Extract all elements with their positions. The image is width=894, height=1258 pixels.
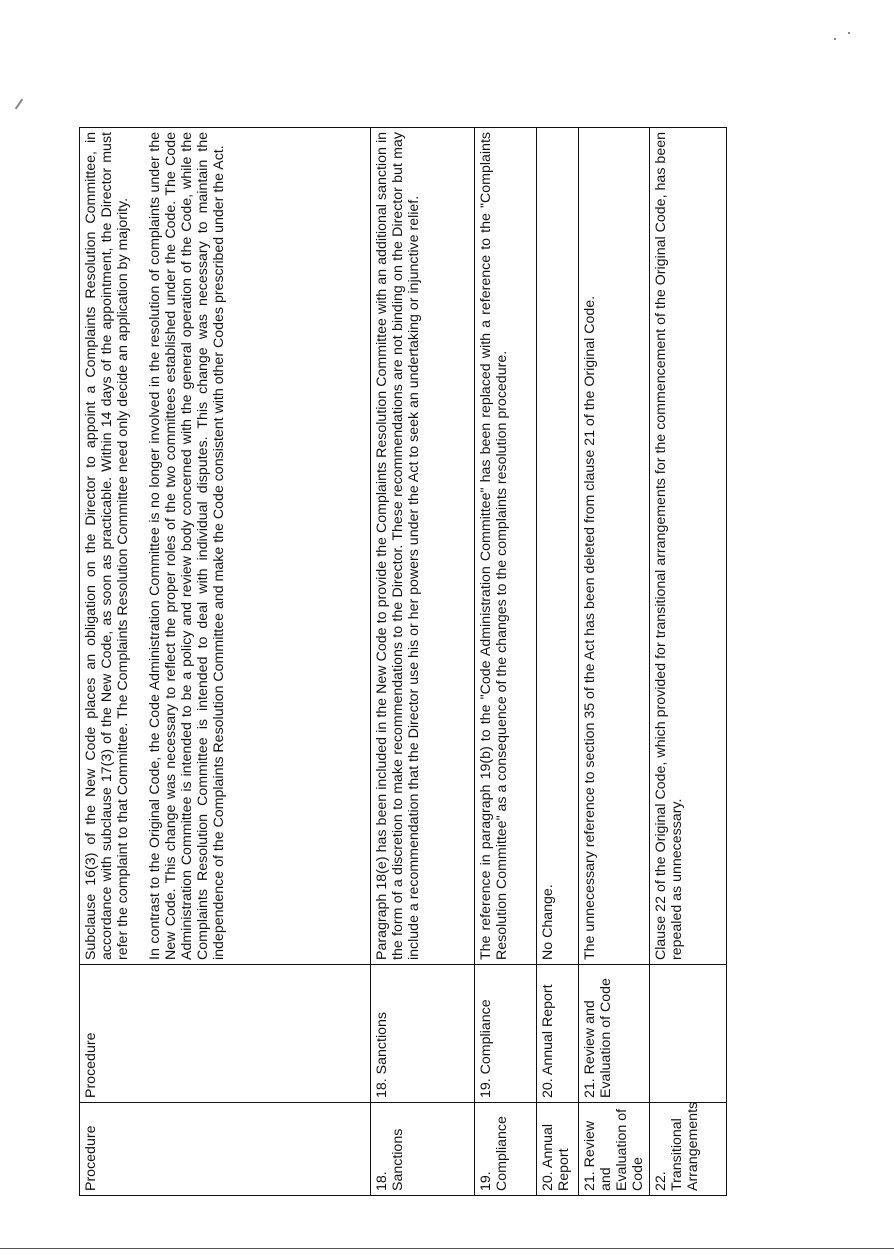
table-row [80, 128, 371, 1196]
table-row [537, 128, 579, 1196]
new-clause-cell: 20. Annual Report [537, 965, 579, 1103]
scan-speck [848, 32, 850, 34]
new-clause-cell [650, 965, 727, 1103]
original-clause-cell: 19. Compliance [475, 1103, 537, 1196]
original-clause-cell: 22. Transitional Arrangements [650, 1103, 727, 1196]
table-row [371, 128, 475, 1196]
original-clause-cell: Procedure [80, 1103, 371, 1196]
explanation-paragraph: Clause 22 of the Original Code, which provided for transitional arrangements for the commencement of the Original Code, has been repealed as unnecessary. [653, 132, 686, 960]
explanation-paragraph: Paragraph 18(e) has been included in the New Code to provide the Complaints Resolution Committee with an additional sanction in the form of a discretion to make recommendations to the Director. These recommendations are not binding on the Director but may include a recommendation that the Director use his or her powers under the Act to seek an undertaking or injunctive relief. [374, 132, 423, 960]
scan-speck [15, 99, 24, 110]
code-changes-table [79, 127, 727, 1196]
explanation-paragraph: Subclause 16(3) of the New Code places an obligation on the Director to appoint a Complaints Resolution Committee, in accordance with subclause 17(3) of the New Code, as soon as practicable. Within 14 days of the appointment, the Director must refer the complaint to that Committee. The Complaints Resolution Committee need only decide an application by majority. [83, 132, 132, 960]
original-clause-cell: 20. Annual Report [537, 1103, 579, 1196]
new-clause-cell: 21. Review and Evaluation of Code [579, 965, 650, 1103]
new-clause-cell: 18. Sanctions [371, 965, 475, 1103]
table-row [475, 128, 537, 1196]
original-clause-cell: 18. Sanctions [371, 1103, 475, 1196]
explanation-cell [537, 128, 579, 965]
rotated-page-content [79, 128, 717, 1196]
explanation-cell [475, 128, 537, 965]
explanation-cell [579, 128, 650, 965]
table-row [579, 128, 650, 1196]
explanation-cell [371, 128, 475, 965]
scan-speck [834, 38, 836, 40]
explanation-cell [80, 128, 371, 965]
original-clause-cell: 21. Review and Evaluation of Code [579, 1103, 650, 1196]
scan-bottom-edge [0, 1248, 894, 1249]
explanation-paragraph: The unnecessary reference to section 35 of the Act has been deleted from clause 21 of the Original Code. [582, 295, 598, 960]
explanation-paragraph: No Change. [540, 884, 556, 960]
explanation-paragraph: The reference in paragraph 19(b) to the "Code Administration Committee" has been replaced with a reference to the "Complaints Resolution Committee" as a consequence of the changes to the complaints resolution procedure. [478, 132, 511, 960]
new-clause-cell: Procedure [80, 965, 371, 1103]
table-row [650, 128, 727, 1196]
new-clause-cell: 19. Compliance [475, 965, 537, 1103]
explanation-paragraph: In contrast to the Original Code, the Code Administration Committee is no longer involved in the resolution of complaints under the New Code. This change was necessary to reflect the proper roles of the two committees established under the Code. The Code Administration Committee is intended to be a policy and review body concerned with the general operation of the Code, while the Complaints Resolution Committee is intended to deal with individual disputes. This change was necessary to maintain the independence of the Complaints Resolution Committee and make the Code consistent with other Codes prescribed under the Act. [147, 132, 228, 960]
explanation-cell [650, 128, 727, 965]
